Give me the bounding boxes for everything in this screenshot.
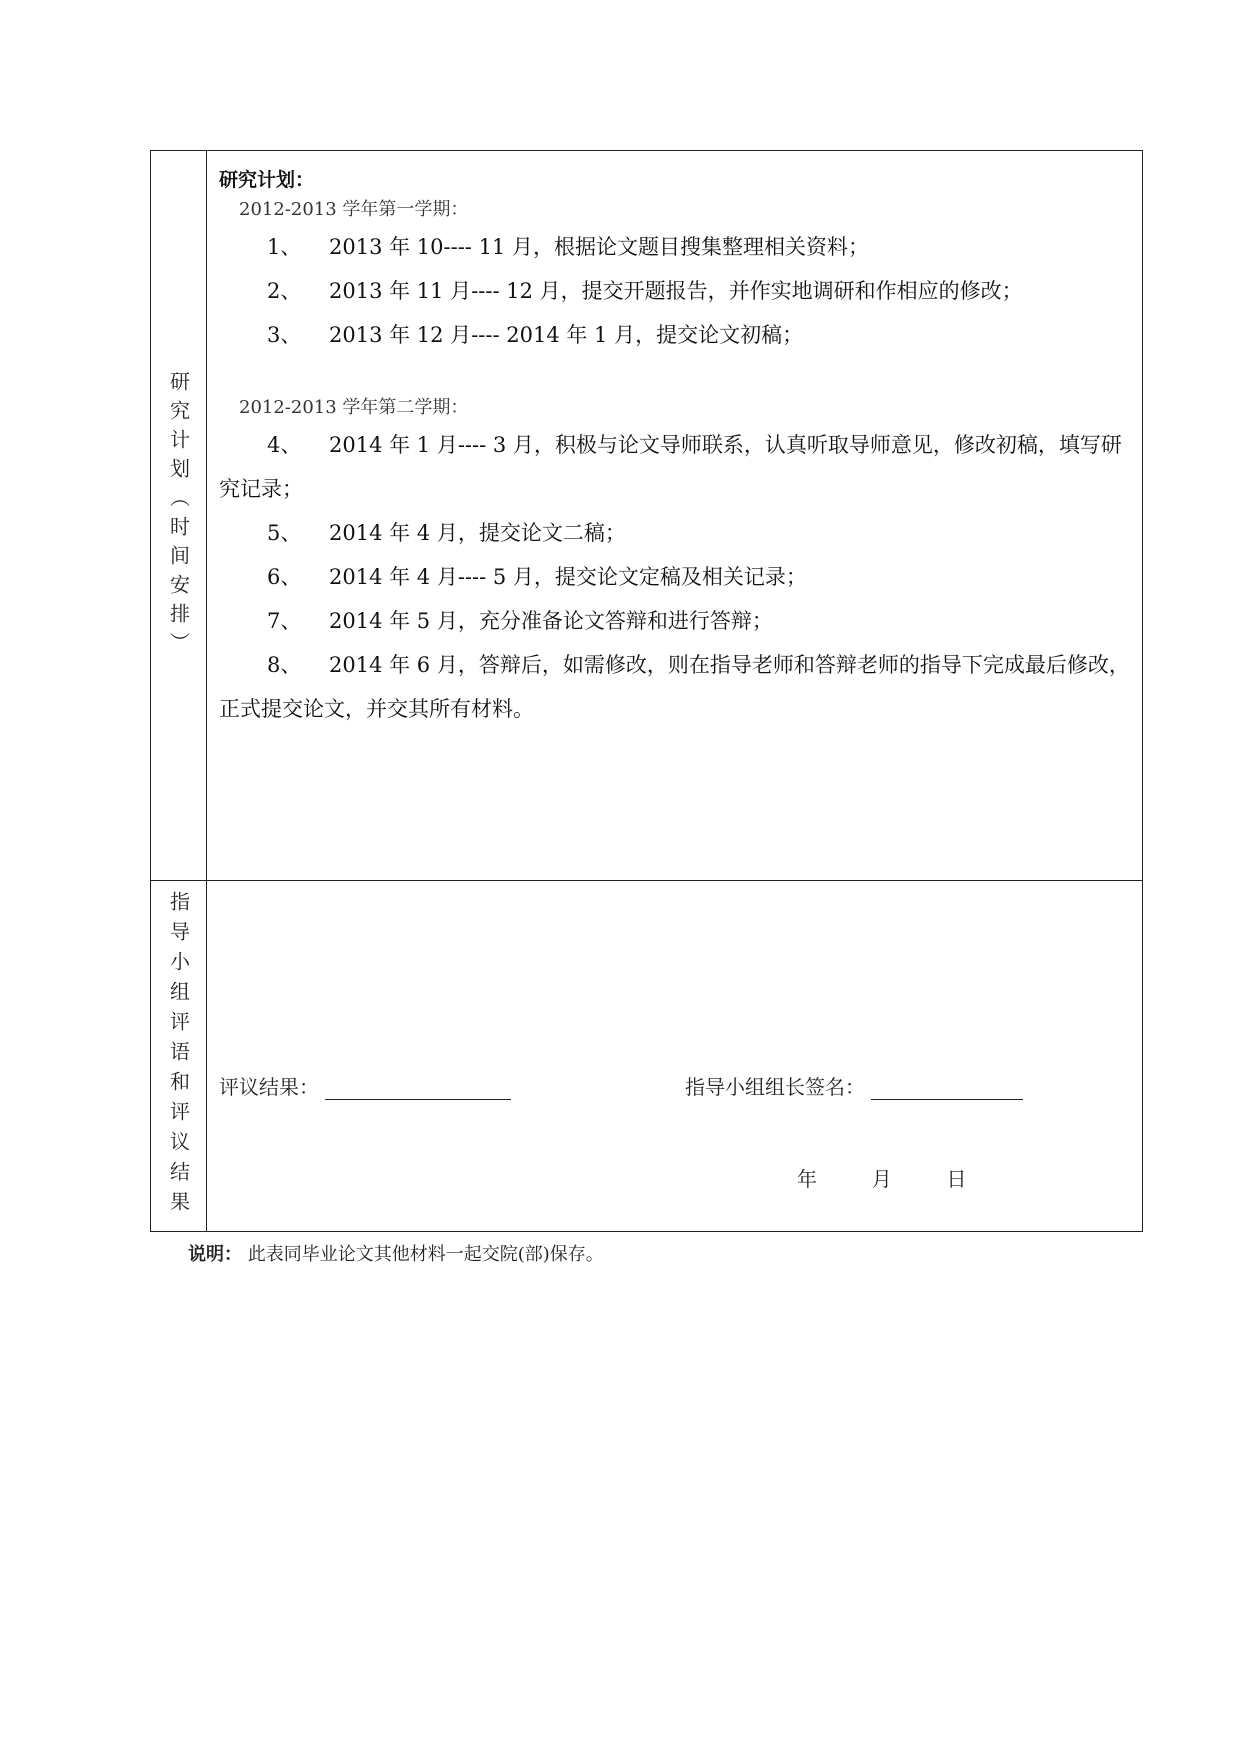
- plan-item-4: [219, 423, 1136, 511]
- plan-item-text: 2013 年 10---- 11 月，根据论文题目搜集整理相关资料；: [329, 235, 869, 259]
- plan-item-number: 6、: [267, 565, 302, 589]
- review-result-blank[interactable]: [325, 1077, 511, 1100]
- semester-2-title: 2012-2013 学年第二学期：: [239, 397, 469, 418]
- research-plan-content: [219, 165, 1136, 731]
- plan-item-2: [219, 269, 1136, 313]
- plan-item-number: 3、: [267, 323, 302, 347]
- plan-item-8: [219, 643, 1136, 731]
- date-month-label: 月: [871, 1167, 892, 1191]
- plan-item-5: [219, 511, 1136, 555]
- date-day-label: 日: [946, 1167, 967, 1191]
- date-year-label: 年: [797, 1167, 817, 1191]
- date-line: [797, 1163, 966, 1192]
- plan-item-number: 4、: [267, 433, 302, 457]
- footnote-text: 此表同毕业论文其他材料一起交院(部)保存。: [247, 1244, 604, 1265]
- plan-item-number: 8、: [267, 653, 302, 677]
- plan-item-3: [219, 313, 1136, 357]
- footnote-label: 说明：: [188, 1244, 242, 1265]
- review-result-line: [219, 1071, 511, 1100]
- plan-item-text: 2014 年 6 月，答辩后，如需修改，则在指导老师和答辩老师的指导下完成最后修改，正式提交论文，并交其所有材料。: [219, 653, 1130, 721]
- plan-item-number: 7、: [267, 609, 302, 633]
- plan-item-text: 2014 年 4 月，提交论文二稿；: [329, 521, 626, 545]
- review-side-label-text: 指导小组评语和评议结果: [166, 891, 191, 1221]
- review-side-label: [151, 881, 207, 1231]
- research-plan-side-label-text: 研究计划（时间安排）: [166, 370, 191, 661]
- plan-form-table: [150, 150, 1143, 1232]
- plan-item-7: [219, 599, 1136, 643]
- signature-label: 指导小组组长签名：: [685, 1075, 865, 1099]
- plan-item-6: [219, 555, 1136, 599]
- plan-item-number: 5、: [267, 521, 302, 545]
- footnote: [188, 1240, 604, 1266]
- plan-item-number: 2、: [267, 279, 302, 303]
- plan-item-text: 2013 年 11 月---- 12 月，提交开题报告，并作实地调研和作相应的修改；: [329, 279, 1023, 303]
- research-plan-row: [151, 151, 1142, 881]
- research-plan-side-label: [151, 151, 207, 880]
- plan-item-text: 2013 年 12 月---- 2014 年 1 月，提交论文初稿；: [329, 323, 804, 347]
- plan-item-1: [219, 225, 1136, 269]
- plan-item-text: 2014 年 4 月---- 5 月，提交论文定稿及相关记录；: [329, 565, 807, 589]
- signature-blank[interactable]: [871, 1077, 1023, 1100]
- plan-item-text: 2014 年 5 月，充分准备论文答辩和进行答辩；: [329, 609, 773, 633]
- plan-item-number: 1、: [267, 235, 302, 259]
- review-row: [151, 881, 1142, 1231]
- signature-line: [685, 1071, 1023, 1100]
- plan-item-text: 2014 年 1 月---- 3 月，积极与论文导师联系，认真听取导师意见，修改初稿，填写研究记录；: [219, 433, 1122, 501]
- review-result-label: 评议结果：: [219, 1075, 319, 1099]
- semester-1-title: 2012-2013 学年第一学期：: [239, 199, 469, 220]
- research-plan-heading: 研究计划：: [219, 169, 315, 191]
